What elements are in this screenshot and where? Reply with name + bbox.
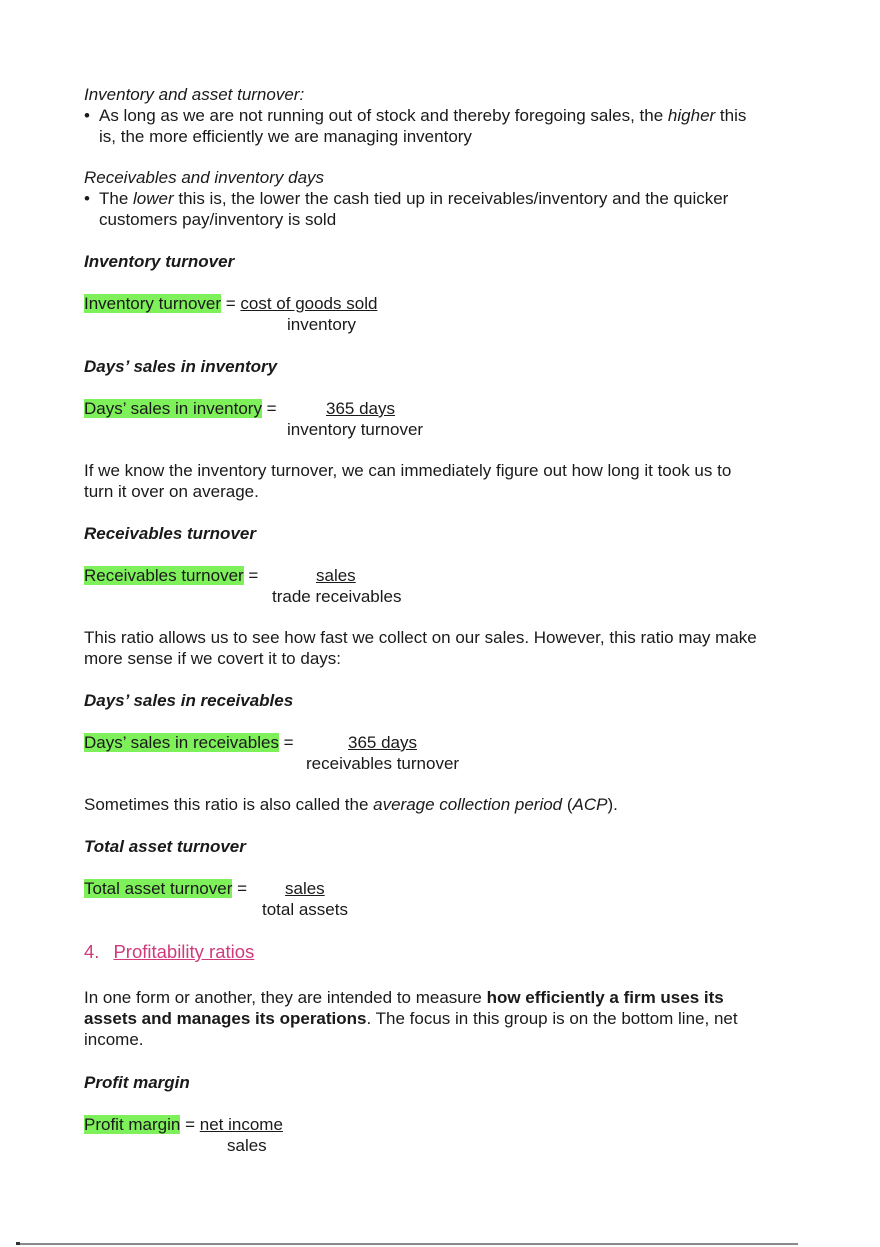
- highlighted-term: Days’ sales in receivables: [84, 733, 279, 752]
- subsection-title-inventory-asset-turnover: Inventory and asset turnover:: [84, 85, 305, 104]
- numerator: sales: [316, 566, 356, 585]
- denominator: sales: [227, 1136, 267, 1155]
- text: . The focus in this group is on the bottom line, net: [366, 1009, 738, 1028]
- equals: =: [278, 733, 294, 752]
- section-title: Profitability ratios: [113, 941, 255, 962]
- paragraph: income.: [84, 1030, 144, 1049]
- formula-days-sales-receivables: [84, 732, 294, 753]
- text: this: [715, 106, 747, 125]
- text: In one form or another, they are intended to measure: [84, 988, 487, 1007]
- numerator: sales: [285, 879, 325, 898]
- numerator: 365 days: [348, 733, 417, 752]
- bullet-text: [99, 188, 728, 209]
- bold-text: assets and manages its operations: [84, 1009, 367, 1028]
- equals: =: [221, 294, 241, 313]
- denominator: inventory: [287, 315, 356, 334]
- bullet-text-line2: customers pay/inventory is sold: [99, 210, 337, 229]
- heading-receivables-turnover: Receivables turnover: [84, 524, 256, 543]
- heading-days-sales-receivables: Days’ sales in receivables: [84, 691, 294, 710]
- text: this is, the lower the cash tied up in receivables/inventory and the quicker: [173, 189, 729, 208]
- formula-total-asset-turnover: [84, 878, 247, 899]
- numerator: cost of goods sold: [240, 294, 378, 313]
- denominator: inventory turnover: [287, 420, 424, 439]
- heading-profit-margin: Profit margin: [84, 1073, 190, 1092]
- highlighted-term: Receivables turnover: [84, 566, 244, 585]
- section-heading-profitability-ratios: [84, 941, 254, 962]
- highlighted-term: Profit margin: [84, 1115, 181, 1134]
- subsection-title-receivables-inventory-days: Receivables and inventory days: [84, 168, 325, 187]
- text: Sometimes this ratio is also called the: [84, 795, 374, 814]
- bold-text: how efficiently a firm uses its: [486, 988, 724, 1007]
- highlighted-term: Total asset turnover: [84, 879, 233, 898]
- paragraph: [84, 794, 618, 815]
- denominator: total assets: [262, 900, 348, 919]
- emphasis: average collection period: [373, 795, 563, 814]
- emphasis: ACP: [572, 795, 608, 814]
- heading-inventory-turnover: Inventory turnover: [84, 252, 235, 271]
- formula-receivables-turnover: [84, 565, 258, 586]
- highlighted-term: Days’ sales in inventory: [84, 399, 262, 418]
- equals: =: [243, 566, 259, 585]
- heading-total-asset-turnover: Total asset turnover: [84, 837, 246, 856]
- formula-days-sales-inventory: [84, 398, 277, 419]
- denominator: trade receivables: [272, 587, 402, 606]
- numerator: 365 days: [326, 399, 395, 418]
- text: (: [562, 795, 573, 814]
- text: The: [99, 189, 134, 208]
- page-bottom-divider: [16, 1243, 798, 1245]
- highlighted-term: Inventory turnover: [84, 294, 222, 313]
- text: ).: [607, 795, 618, 814]
- paragraph: more sense if we covert it to days:: [84, 649, 341, 668]
- numerator: net income: [199, 1115, 283, 1134]
- equals: =: [180, 1115, 200, 1134]
- emphasis: higher: [667, 106, 716, 125]
- equals: =: [261, 399, 277, 418]
- emphasis: lower: [133, 189, 174, 208]
- divider-cap: [16, 1242, 20, 1245]
- paragraph: turn it over on average.: [84, 482, 259, 501]
- paragraph: [84, 987, 724, 1008]
- paragraph: [84, 1008, 738, 1029]
- bullet-icon: •: [84, 106, 90, 125]
- paragraph: This ratio allows us to see how fast we collect on our sales. However, this ratio may make: [84, 628, 757, 647]
- paragraph: If we know the inventory turnover, we can immediately figure out how long it took us to: [84, 461, 732, 480]
- bullet-text-line2: is, the more efficiently we are managing inventory: [99, 127, 472, 146]
- heading-days-sales-inventory: Days’ sales in inventory: [84, 357, 278, 376]
- bullet-text: [99, 105, 746, 126]
- bullet-icon: •: [84, 189, 90, 208]
- section-number: 4.: [84, 941, 100, 962]
- equals: =: [232, 879, 248, 898]
- formula-inventory-turnover: [84, 293, 377, 314]
- text: As long as we are not running out of stock and thereby foregoing sales, the: [99, 106, 668, 125]
- denominator: receivables turnover: [306, 754, 460, 773]
- formula-profit-margin: [84, 1114, 283, 1135]
